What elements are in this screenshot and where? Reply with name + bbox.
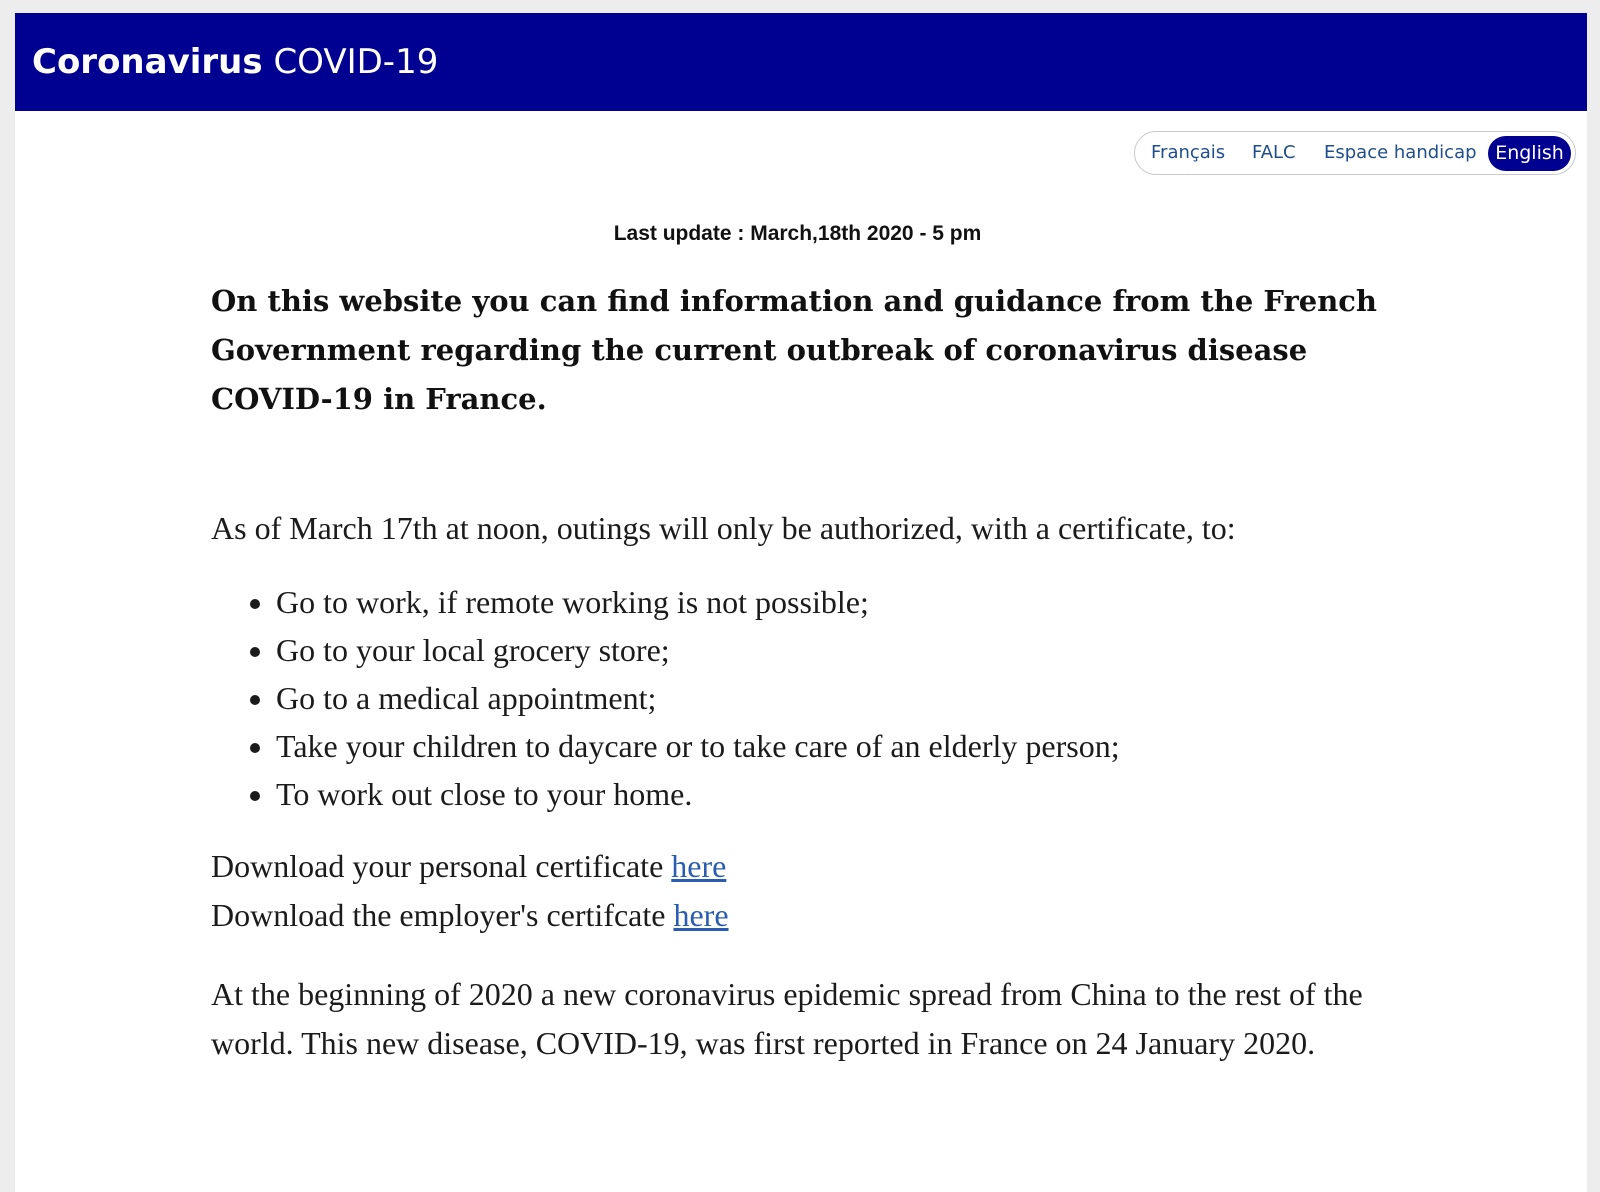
list-item: • Go to your local grocery store; bbox=[276, 626, 1386, 674]
last-update-text: Last update : March,18th 2020 - 5 pm bbox=[613, 222, 982, 245]
download-personal-line bbox=[211, 842, 1386, 891]
site-title-rest: COVID-19 bbox=[273, 42, 439, 82]
list-item: • To work out close to your home. bbox=[276, 770, 1386, 818]
lang-english-link[interactable]: English bbox=[1488, 136, 1571, 171]
lang-francais-link[interactable]: Français bbox=[1151, 142, 1226, 163]
list-item: • Go to work, if remote working is not possible; bbox=[276, 578, 1386, 626]
background-paragraph: At the beginning of 2020 a new coronavirus epidemic spread from China to the rest of the world. This new disease, COVID-19, was first reported in France on 24 January 2020. bbox=[211, 976, 1363, 1061]
list-item: • Take your children to daycare or to take care of an elderly person; bbox=[276, 722, 1386, 770]
page bbox=[15, 13, 1587, 1192]
site-title-strong: Coronavirus bbox=[32, 42, 263, 82]
download-employer-link[interactable]: here bbox=[673, 897, 729, 933]
list-item: • Go to a medical appointment; bbox=[276, 674, 1386, 722]
intro-heading: On this website you can find information and guidance from the French Government regarding the current outbreak of coronavirus disease COVID-19 in France. bbox=[211, 284, 1378, 416]
download-employer-line bbox=[211, 891, 1386, 940]
lang-falc-link[interactable]: FALC bbox=[1252, 142, 1296, 163]
site-header bbox=[15, 13, 1587, 111]
outings-paragraph: As of March 17th at noon, outings will only be authorized, with a certificate, to: bbox=[211, 510, 1236, 546]
site-title[interactable] bbox=[32, 39, 438, 85]
authorized-outings-list bbox=[211, 578, 1386, 818]
download-personal-text: Download your personal certificate bbox=[211, 848, 664, 884]
downloads-block bbox=[211, 842, 1386, 940]
download-employer-text: Download the employer's certifcate bbox=[211, 897, 666, 933]
download-personal-link[interactable]: here bbox=[671, 848, 727, 884]
lang-espace-handicap-link[interactable]: Espace handicap bbox=[1324, 142, 1477, 163]
main-content bbox=[211, 277, 1386, 1068]
language-switch bbox=[1134, 131, 1576, 175]
